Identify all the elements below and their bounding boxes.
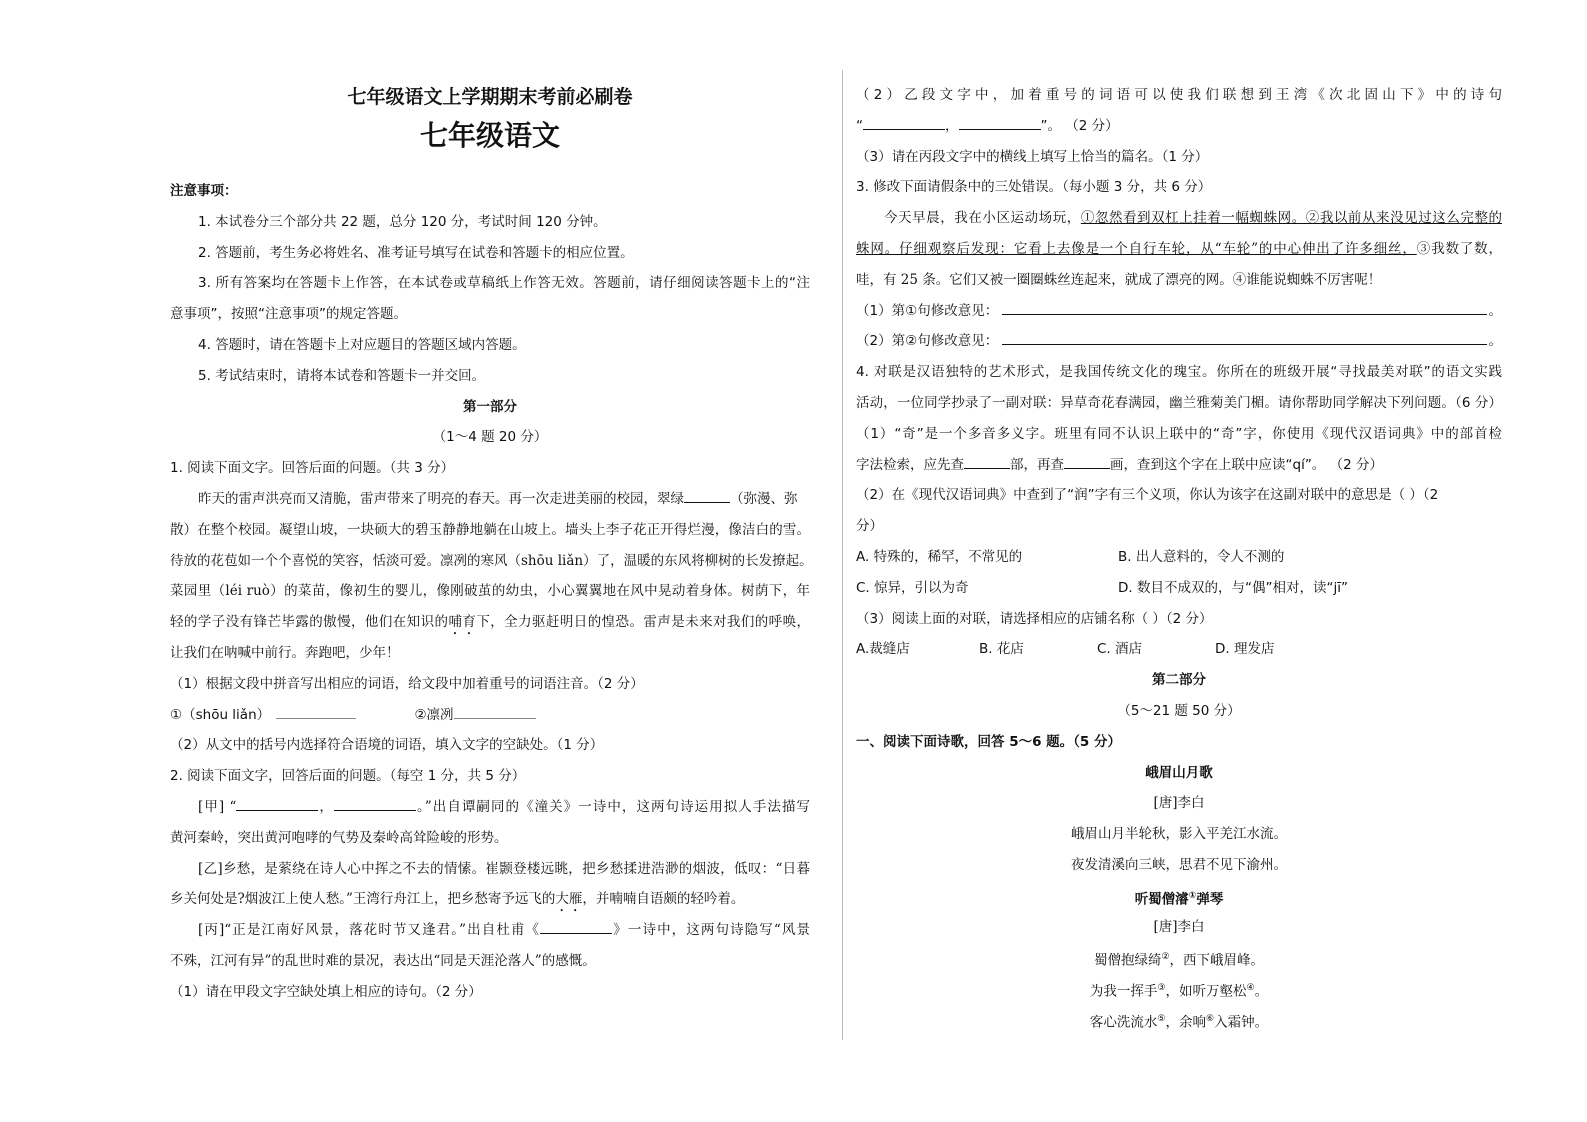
- q4-sub2-line2: 分）: [856, 518, 883, 535]
- q4-sub2: （2）在《现代汉语词典》中查到了“润”字有三个义项，你认为该字在这副对联中的意思是（ ）（2: [856, 487, 1439, 504]
- q1-text: （弥漫、弥: [730, 490, 798, 507]
- note-item: 2. 答题前，考生务必将姓名、准考证号填写在试卷和答题卡的相应位置。: [198, 244, 634, 261]
- note-item: 意事项”，按照“注意事项”的规定答题。: [170, 306, 407, 323]
- q3-text: ③我数了数，: [1416, 240, 1502, 257]
- q3-sub1-label: （1）第①句修改意见：: [856, 302, 999, 319]
- answer-blank[interactable]: [236, 795, 318, 811]
- q2-sub3: （3）请在丙段文字中的横线上填写上恰当的篇名。（1 分）: [856, 148, 1209, 165]
- poem2-title-text: 弹琴: [1196, 891, 1224, 908]
- q4-text: 字法检索，应先查: [856, 456, 964, 473]
- option-b[interactable]: B. 出人意料的，令人不测的: [1118, 548, 1285, 565]
- poem2-text: 蜀僧抱绿绮: [1093, 952, 1162, 969]
- poem2-text: ，余响: [1165, 1014, 1206, 1031]
- footnote-mark: ①: [1188, 890, 1197, 901]
- q4-options-row: [856, 542, 1502, 573]
- part1-range: （1～4 题 20 分）: [432, 429, 548, 446]
- footnote-mark: ⑥: [1206, 1013, 1215, 1024]
- note-item: 5. 考试结束时，请将本试卷和答题卡一并交回。: [198, 367, 486, 384]
- answer-blank[interactable]: [334, 795, 416, 811]
- q2-yi-line2: [170, 884, 810, 915]
- q1-para-line: 让我们在呐喊中前行。奔跑吧，少年！: [170, 644, 400, 661]
- q3-para-line: [856, 234, 1502, 265]
- q3-text: 今天早晨，我在小区运动场玩，: [884, 210, 1081, 227]
- q1-para-line: 菜园里（léi ruò）的菜苗，像初生的婴儿，像刚破茧的幼虫，小心翼翼地在风中晃动着身体。树荫下，年: [170, 583, 810, 600]
- answer-blank[interactable]: [1064, 453, 1110, 469]
- answer-blank[interactable]: [276, 703, 356, 719]
- part1-title: 第一部分: [463, 398, 517, 415]
- note-item: 4. 答题时，请在答题卡上对应题目的答题区域内答题。: [198, 336, 526, 353]
- q2-text: 》一诗中，这两句诗隐写“风景: [612, 922, 810, 939]
- q3-underlined-text: ①忽然看到双杠上挂着一幅蜘蛛网。②我以前从来没见过这么完整的: [1080, 210, 1503, 227]
- q1-para-line: [170, 607, 810, 638]
- q3-period: 。: [1488, 302, 1502, 319]
- q1-sub1a-label: ①（shōu liǎn）: [170, 706, 271, 723]
- footnote-mark: ⑤: [1157, 1013, 1166, 1024]
- q4-stem: 4. 对联是汉语独特的艺术形式，是我国传统文化的瑰宝。你所在的班级开展“寻找最美对联”的语文实践: [856, 364, 1502, 381]
- q1-sub2: （2）从文中的括号内选择符合语境的词语，填入文字的空缺处。（1 分）: [170, 737, 604, 754]
- poem2-text: 。: [1254, 983, 1269, 1000]
- left-column: [170, 80, 813, 1008]
- q3-para-line: [856, 203, 1502, 234]
- q4-sub1-line2: [856, 450, 1502, 481]
- q2-sub2: （2）乙段文字中，加着重号的词语可以使我们联想到王湾《次北固山下》中的诗句: [856, 87, 1502, 103]
- shop-option-b[interactable]: B. 花店: [979, 641, 1024, 658]
- column-divider: [842, 70, 843, 1040]
- option-c[interactable]: C. 惊异，引以为奇: [856, 579, 969, 596]
- answer-blank[interactable]: [863, 114, 945, 130]
- q1-para-line: 待放的花苞如一个个喜悦的笑容，恬淡可爱。凛冽的寒风（shōu liǎn）了，温暖的东风将柳树的长发撩起。: [170, 552, 813, 569]
- q4-options-row: [856, 573, 1502, 604]
- q4-sub3: （3）阅读上面的对联，请选择相应的店铺名称（ ）（2 分）: [856, 610, 1213, 627]
- q2-text: ，并喃喃自语颇的轻吟着。: [582, 891, 745, 908]
- poem1-line: 峨眉山月半轮秋，影入平羌江水流。: [1071, 826, 1287, 843]
- q3-sub1: [856, 296, 1502, 327]
- poem1-line: 夜发清溪向三峡，思君不见下渝州。: [1071, 856, 1287, 873]
- note-item: 3. 所有答案均在答题卡上作答，在本试卷或草稿纸上作答无效。答题前，请仔细阅读答题卡上的“注: [198, 275, 810, 292]
- q2-yi-line: [乙]乡愁，是萦绕在诗人心中挥之不去的情愫。崔颢登楼远眺，把乡愁揉进浩渺的烟波，低叹：“日暮: [198, 860, 810, 877]
- q4-shop-options: [856, 634, 1502, 665]
- poem2-text: ，如听万壑松: [1165, 983, 1247, 1000]
- q2-bing-line2: 不殊，江河有异”的乱世时难的景况，表达出“同是天涯沦落人”的感慨。: [170, 952, 596, 969]
- exam-subtitle: 七年级语文上学期期末考前必刷卷: [347, 86, 633, 108]
- shop-option-d[interactable]: D. 理发店: [1215, 641, 1275, 658]
- poem2-line: [856, 1004, 1502, 1035]
- q2-stem: 2. 阅读下面文字，回答后面的问题。（每空 1 分，共 5 分）: [170, 768, 526, 785]
- answer-blank[interactable]: [959, 114, 1041, 130]
- q1-sub1b-label: ②凛冽: [414, 706, 454, 723]
- answer-blank[interactable]: [454, 703, 536, 719]
- poem1-title: 峨眉山月歌: [1145, 764, 1213, 781]
- q4-sub1: （1）“奇”是一个多音多义字。班里有同不认识上联中的“奇”字，你使用《现代汉语词典》中的部首检: [856, 425, 1502, 442]
- q1-stem: 1. 阅读下面文字。回答后面的问题。（共 3 分）: [170, 460, 455, 477]
- q1-text: 轻的学子没有锋芒毕露的傲慢，他们在知识的: [170, 614, 449, 631]
- q2-text: ”。 （2 分）: [1040, 117, 1119, 134]
- q2-sub2-answer: [856, 111, 1502, 142]
- poem2-author: [唐]李白: [1153, 918, 1205, 935]
- q4-text: 画，查到这个字在上联中应读“qí”。 （2 分）: [1110, 456, 1383, 473]
- footnote-mark: ④: [1246, 983, 1255, 994]
- q1-sub1: （1）根据文段中拼音写出相应的词语，给文段中加着重号的词语注音。（2 分）: [170, 675, 644, 692]
- right-column: [856, 80, 1502, 1035]
- section1-heading: 一、阅读下面诗歌，回答 5～6 题。（5 分）: [856, 733, 1122, 750]
- poem2-title-text: 听蜀僧濬: [1134, 891, 1189, 908]
- q2-jia-line2: 黄河秦岭，突出黄河咆哮的气势及秦岭高耸险峻的形势。: [170, 829, 508, 846]
- emphasized-word: 哺育: [448, 614, 477, 631]
- q3-stem: 3. 修改下面请假条中的三处错误。（每小题 3 分，共 6 分）: [856, 179, 1212, 196]
- poem2-text: 入霜钟。: [1214, 1014, 1269, 1031]
- q2-bing-line: [170, 915, 810, 946]
- q4-text: 部，再查: [1010, 456, 1064, 473]
- q2-text: “: [856, 117, 863, 134]
- exam-title: 七年级语文: [419, 119, 560, 152]
- q1-blank[interactable]: [684, 487, 730, 503]
- q1-text: 昨天的雷声洪亮而又清脆，雷声带来了明亮的春天。再一次走进美丽的校园，翠绿: [198, 490, 684, 507]
- part2-title: 第二部分: [1152, 672, 1206, 689]
- q1-text: 下，全力驱赶明日的惶恐。雷声是未来对我们的呼唤，: [476, 614, 811, 631]
- option-d[interactable]: D. 数目不成双的，与“偶”相对，读“jī”: [1118, 579, 1348, 596]
- note-item: 1. 本试卷分三个部分共 22 题，总分 120 分，考试时间 120 分钟。: [198, 213, 607, 230]
- shop-option-a[interactable]: A.裁缝店: [856, 641, 910, 658]
- emphasized-word: 大雁: [555, 891, 583, 908]
- footnote-mark: ③: [1157, 983, 1166, 994]
- poem2-text: ，西下峨眉峰。: [1169, 952, 1265, 969]
- poem2-line: [856, 973, 1502, 1004]
- poem1-author: [唐]李白: [1153, 795, 1205, 812]
- q2-sub1: （1）请在甲段文字空缺处填上相应的诗句。（2 分）: [170, 983, 482, 1000]
- q3-sub2: [856, 326, 1502, 357]
- footnote-mark: ②: [1161, 952, 1170, 963]
- answer-line[interactable]: [1002, 299, 1486, 315]
- q2-jia-line: [170, 792, 810, 823]
- q2-text: ，: [318, 798, 334, 815]
- q1-sub1-answers: [170, 700, 810, 731]
- poem2-text: 客心洗流水: [1089, 1014, 1158, 1031]
- notes-heading: 注意事项：: [170, 183, 238, 199]
- q3-sub2-label: （2）第②句修改意见：: [856, 333, 999, 350]
- q2-text: ，: [945, 117, 959, 134]
- q3-para-line: 哇，有 25 条。它们又被一圈圈蛛丝连起来，就成了漂亮的网。④谁能说蜘蛛不厉害呢！: [856, 271, 1382, 288]
- answer-line[interactable]: [1002, 329, 1486, 345]
- poem2-text: 为我一挥手: [1089, 983, 1158, 1000]
- q3-period: 。: [1488, 333, 1502, 350]
- answer-blank[interactable]: [540, 918, 612, 934]
- poem2-line: [856, 942, 1502, 973]
- q2-text: 乡关何处是?烟波江上使人愁。”王湾行舟江上，把乡愁寄予远飞的: [170, 891, 556, 908]
- q2-text: [甲] “: [198, 798, 237, 815]
- answer-blank[interactable]: [964, 453, 1010, 469]
- option-a[interactable]: A. 特殊的，稀罕，不常见的: [856, 548, 1023, 565]
- q4-stem: 活动，一位同学抄录了一副对联：异草奇花春满园，幽兰雅菊美门楣。请你帮助同学解决下列问题。（6 分）: [856, 394, 1502, 411]
- q2-text: 。”出自谭嗣同的《潼关》一诗中，这两句诗运用拟人手法描写: [415, 798, 811, 815]
- q1-para-line: [170, 484, 810, 515]
- q3-underlined-text: 蛛网。仔细观察后发现：它看上去像是一个自行车轮，从“车轮”的中心伸出了许多细丝，: [856, 240, 1417, 257]
- shop-option-c[interactable]: C. 酒店: [1097, 641, 1143, 658]
- poem2-title: [856, 881, 1502, 912]
- q2-text: [丙]“正是江南好风景，落花时节又逢君。”出自杜甫《: [198, 922, 541, 939]
- part2-range: （5～21 题 50 分）: [1117, 702, 1241, 719]
- q1-para-line: 散）在整个校园。凝望山坡，一块硕大的碧玉静静地躺在山坡上。墙头上李子花正开得烂漫，像洁白的雪。: [170, 521, 810, 538]
